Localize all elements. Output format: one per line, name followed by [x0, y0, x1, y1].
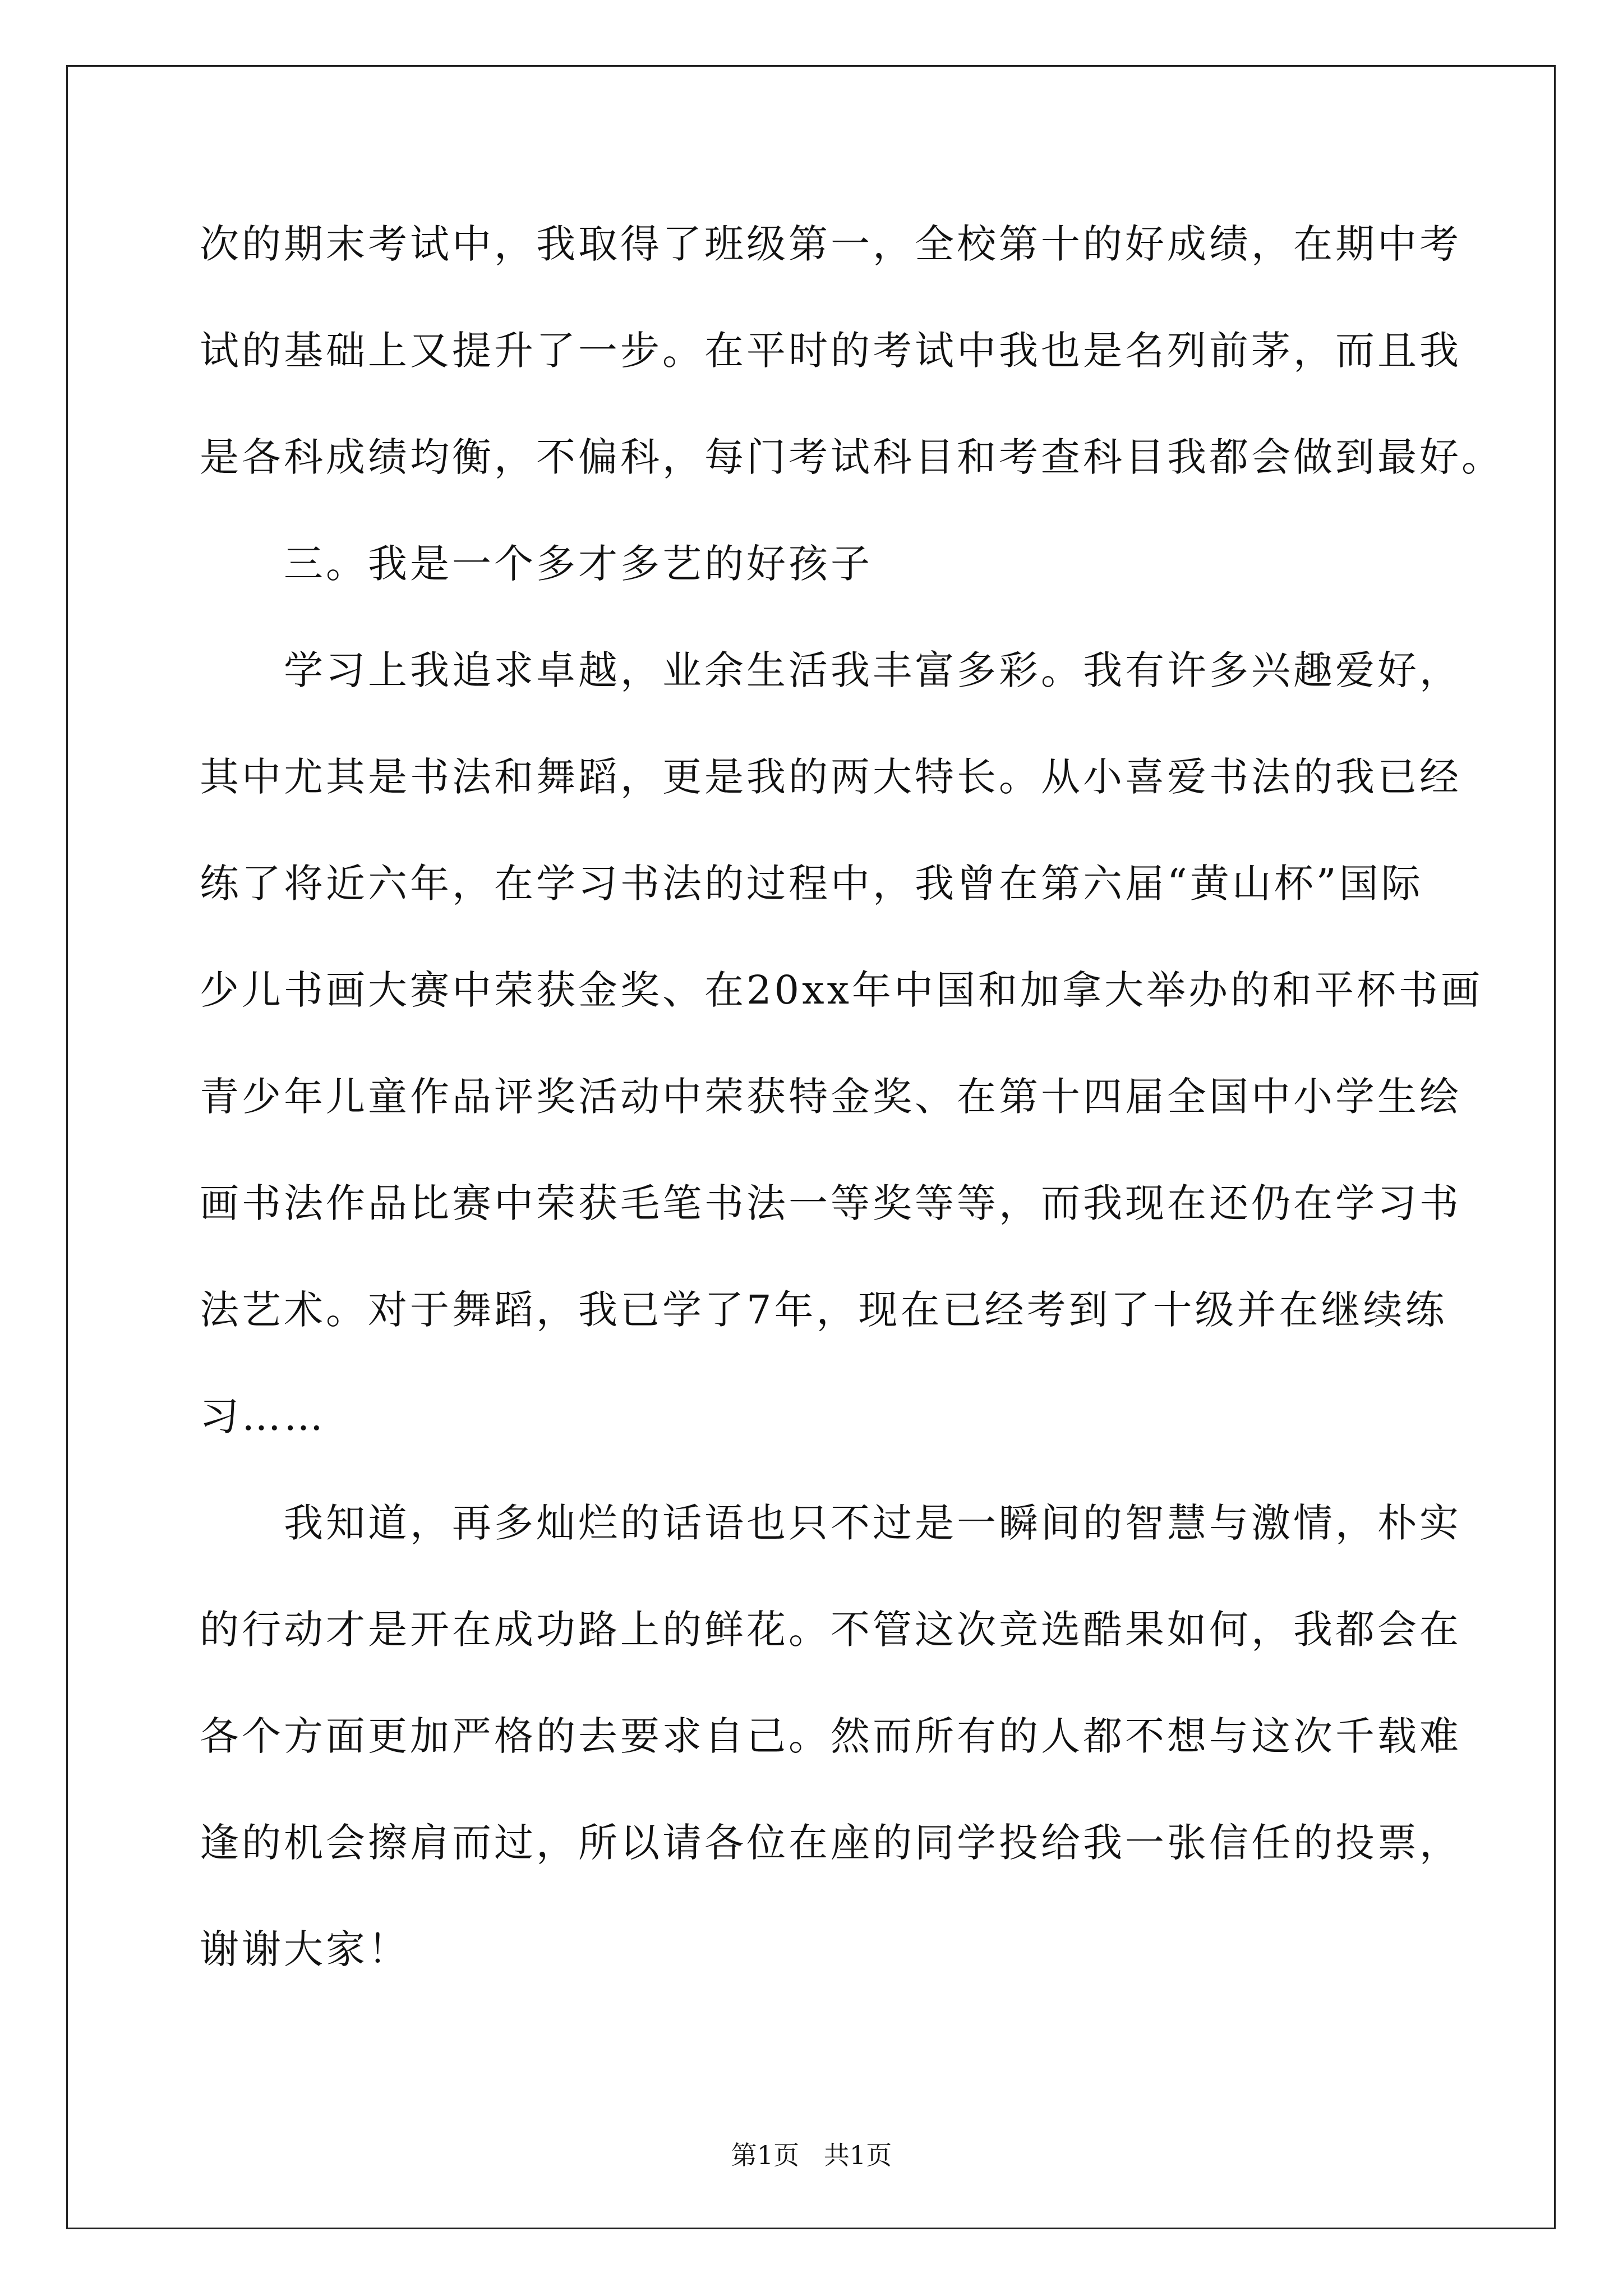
- text-line: 画书法作品比赛中荣获毛笔书法一等奖等等，而我现在还仍在学习书: [200, 1180, 1461, 1226]
- text-line: 法艺术。对于舞蹈，我已学了7年，现在已经考到了十级并在继续练: [200, 1287, 1447, 1333]
- text-line: 青少年儿童作品评奖活动中荣获特金奖、在第十四届全国中小学生绘: [200, 1074, 1461, 1120]
- text-line: 是各科成绩均衡，不偏科，每门考试科目和考查科目我都会做到最好。: [200, 434, 1504, 480]
- page-number-footer: 第1页 共1页: [731, 2140, 892, 2170]
- text-line: 少儿书画大赛中荣获金奖、在20xx年中国和加拿大举办的和平杯书画: [200, 967, 1483, 1013]
- text-line: 习……: [200, 1393, 326, 1439]
- text-line: 学习上我追求卓越，业余生活我丰富多彩。我有许多兴趣爱好，: [200, 647, 1461, 693]
- text-line: 逢的机会擦肩而过，所以请各位在座的同学投给我一张信任的投票，: [200, 1820, 1461, 1866]
- section-heading: 三。我是一个多才多艺的好孩子: [200, 541, 873, 587]
- text-line: 练了将近六年，在学习书法的过程中，我曾在第六届“黄山杯”国际: [200, 861, 1423, 907]
- document-body: [200, 213, 1504, 2025]
- text-line: 其中尤其是书法和舞蹈，更是我的两大特长。从小喜爱书法的我已经: [200, 754, 1461, 800]
- text-line: 的行动才是开在成功路上的鲜花。不管这次竞选酷果如何，我都会在: [200, 1607, 1461, 1653]
- text-line: 谢谢大家！: [200, 1926, 410, 1972]
- text-line: 我知道，再多灿烂的话语也只不过是一瞬间的智慧与激情，朴实: [200, 1500, 1461, 1546]
- text-line: 试的基础上又提升了一步。在平时的考试中我也是名列前茅，而且我: [200, 328, 1461, 374]
- text-line: 各个方面更加严格的去要求自己。然而所有的人都不想与这次千载难: [200, 1713, 1461, 1759]
- text-line: 次的期末考试中，我取得了班级第一，全校第十的好成绩，在期中考: [200, 221, 1461, 267]
